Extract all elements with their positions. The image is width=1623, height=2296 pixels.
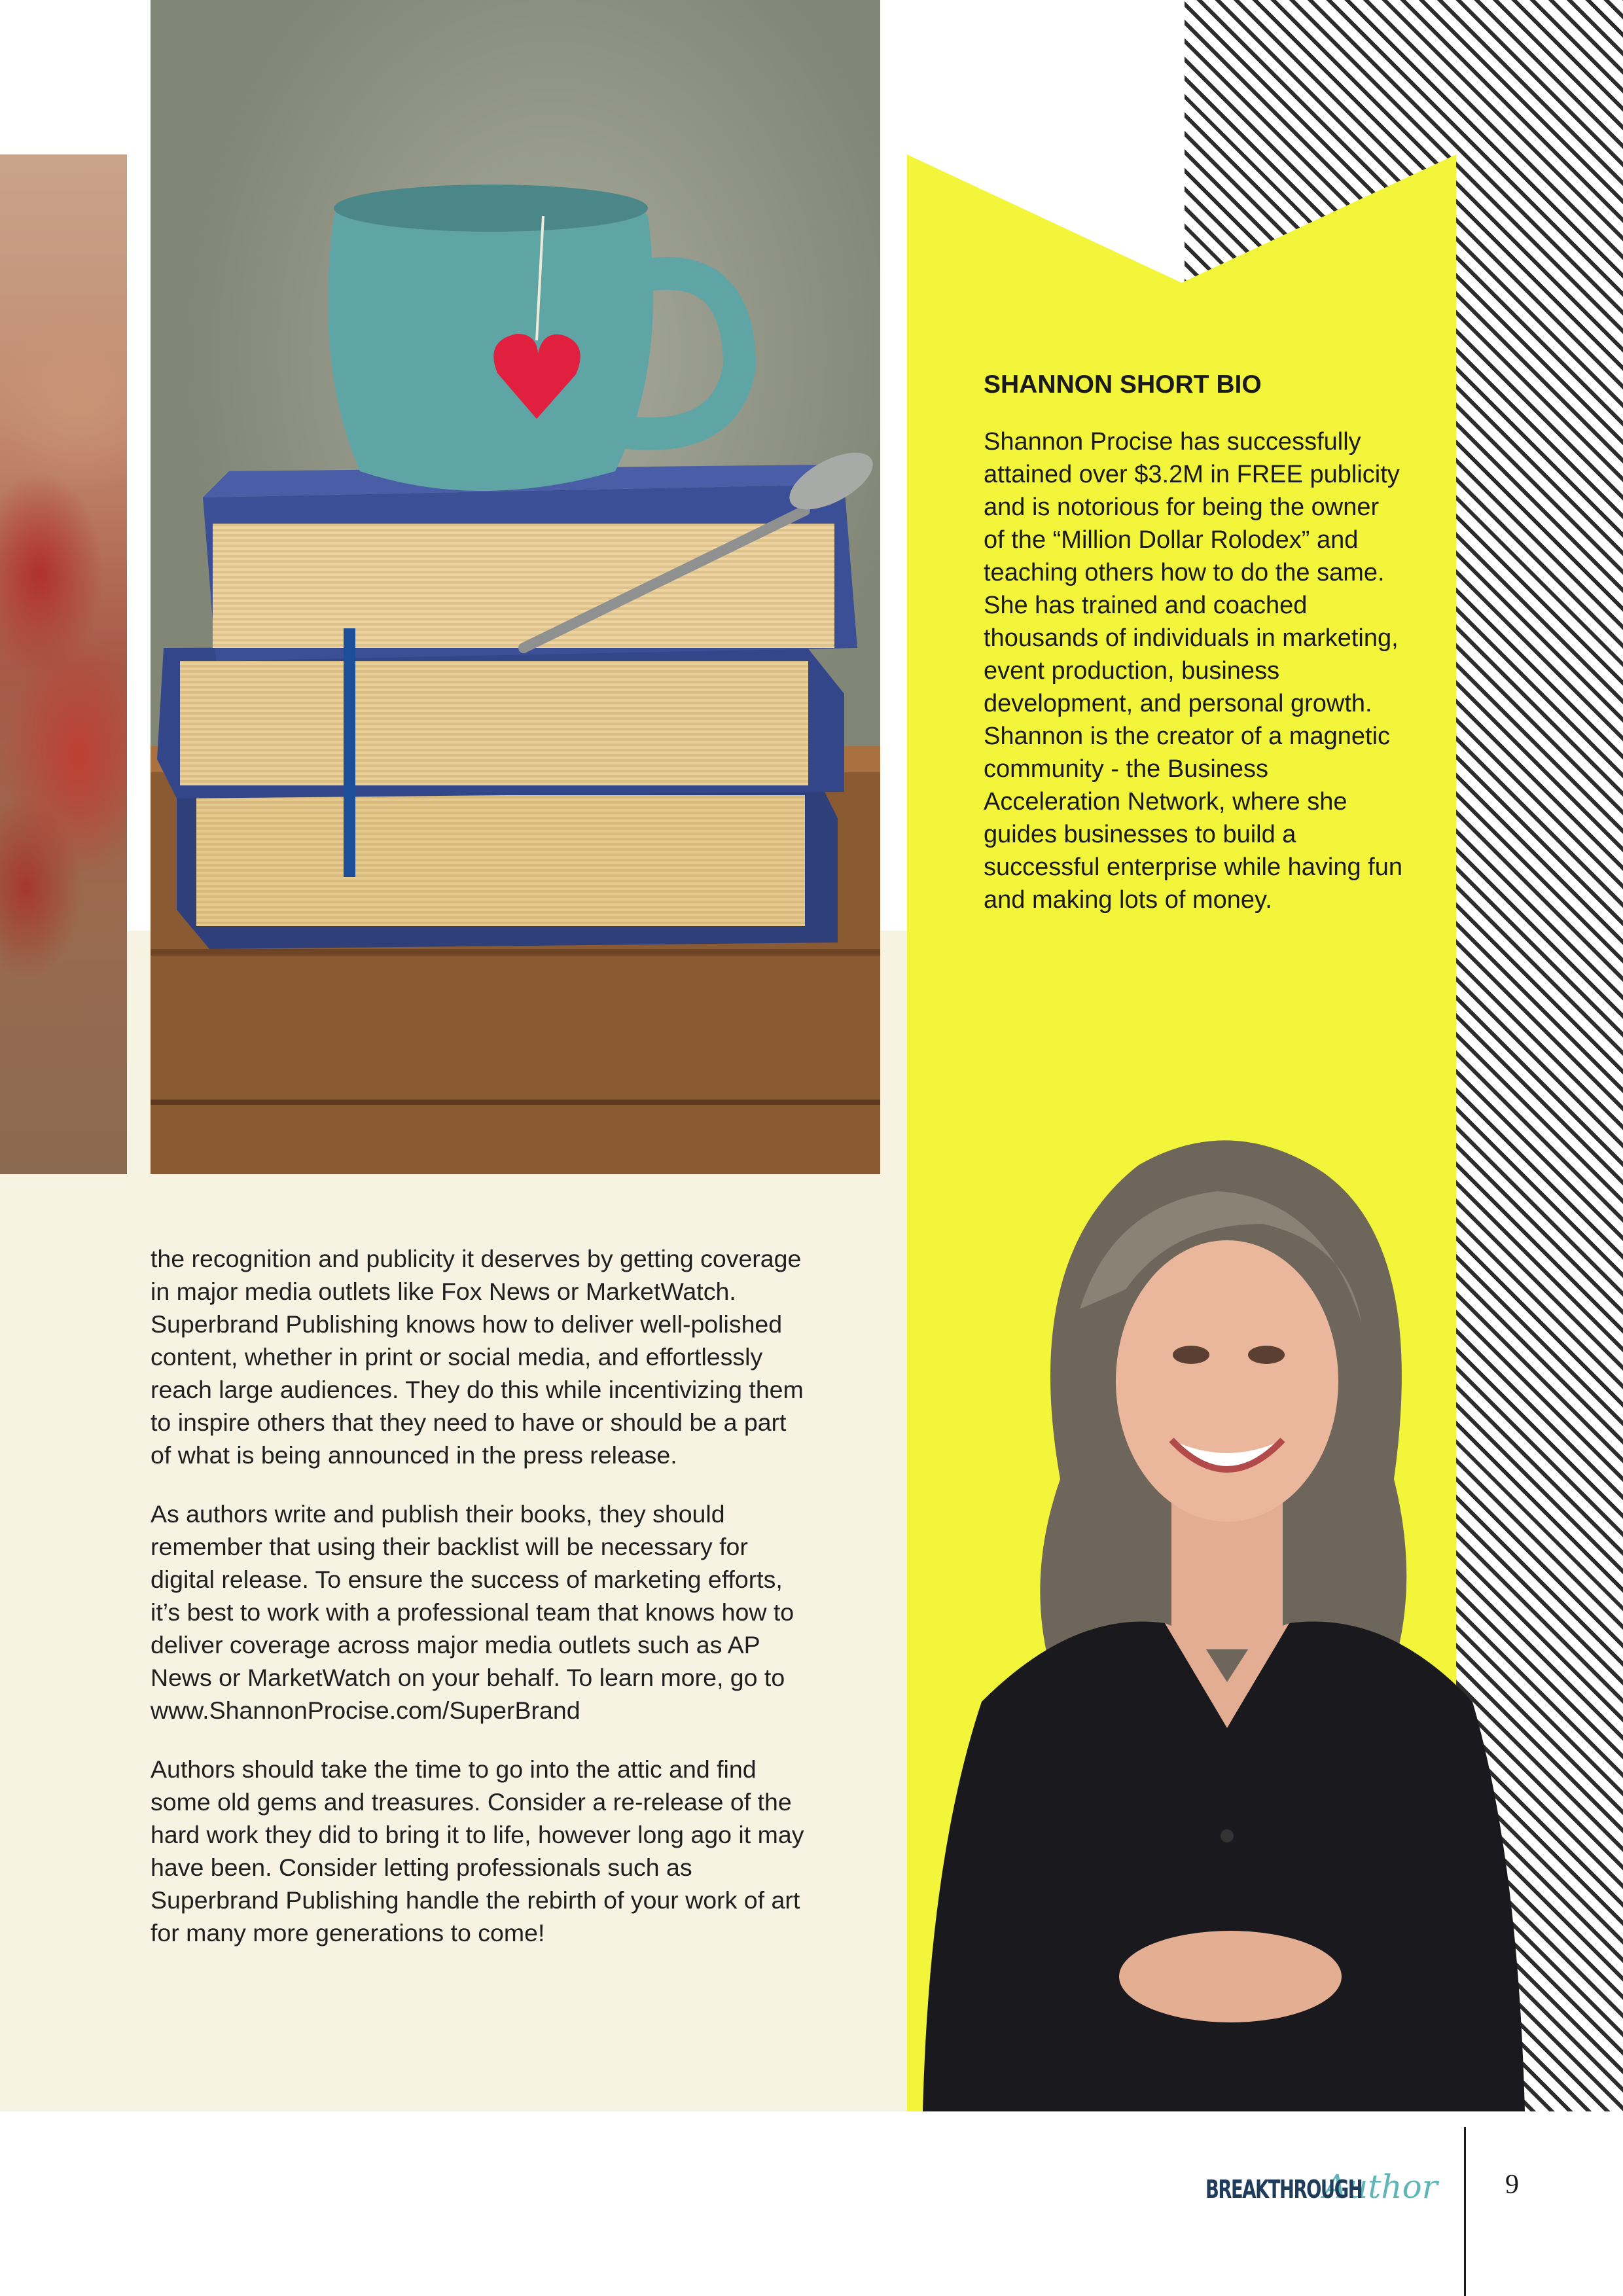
page-number: 9 [1505,2170,1519,2200]
logo-wordmark: BREAKTHROUGH [1205,2175,1363,2204]
bio-text: Shannon Procise has successfully attained over $3.2M in FREE publicity and is notorious for being the owner of the “Million Dollar Rolodex” and teaching others how to do the same. She has trained and coached thousands of individuals in marketing, event production, business development, and personal growth. Shannon is the creator of a magnetic community - the Business Acceleration Network, where she guides businesses to build a successful enterprise while having fun and making lots of money. [984,428,1403,914]
teacup-books-photo [151,0,880,1174]
breakthrough-author-logo [1205,2168,1438,2207]
autumn-foliage-photo [0,154,127,1174]
article-paragraph: the recognition and publicity it deserves by getting coverage in major media outlets like Fox News or MarketWatch. Superbrand Publishing knows how to deliver well-polished content, whether in print or social media, and effortlessly reach large audiences. They do this while incentivizing them to inspire others that they need to have or should be a part of what is being announced in the press release. [151,1245,804,1469]
footer-divider [1464,2127,1466,2296]
article-paragraph: As authors write and publish their books, they should remember that using their backlist will be necessary for digital release. To ensure the success of marketing efforts, it’s best to work with a professional team that knows how to deliver coverage across major media outlets such as AP News or MarketWatch on your behalf. To learn more, go to www.ShannonProcise.com/SuperBrand [151,1500,794,1724]
article-body [151,1242,805,1975]
article-paragraph: Authors should take the time to go into the attic and find some old gems and treasures. Consider a re-release of the hard work they did to bring it to life, however long ago it may have been. Consider letting professionals such as Superbrand Publishing handle the rebirth of your work of art for many more generations to come! [151,1755,804,1946]
logo-script: Author [1323,2168,1438,2206]
bio-heading: SHANNON SHORT BIO [984,370,1262,399]
author-portrait-photo [864,1073,1558,2111]
